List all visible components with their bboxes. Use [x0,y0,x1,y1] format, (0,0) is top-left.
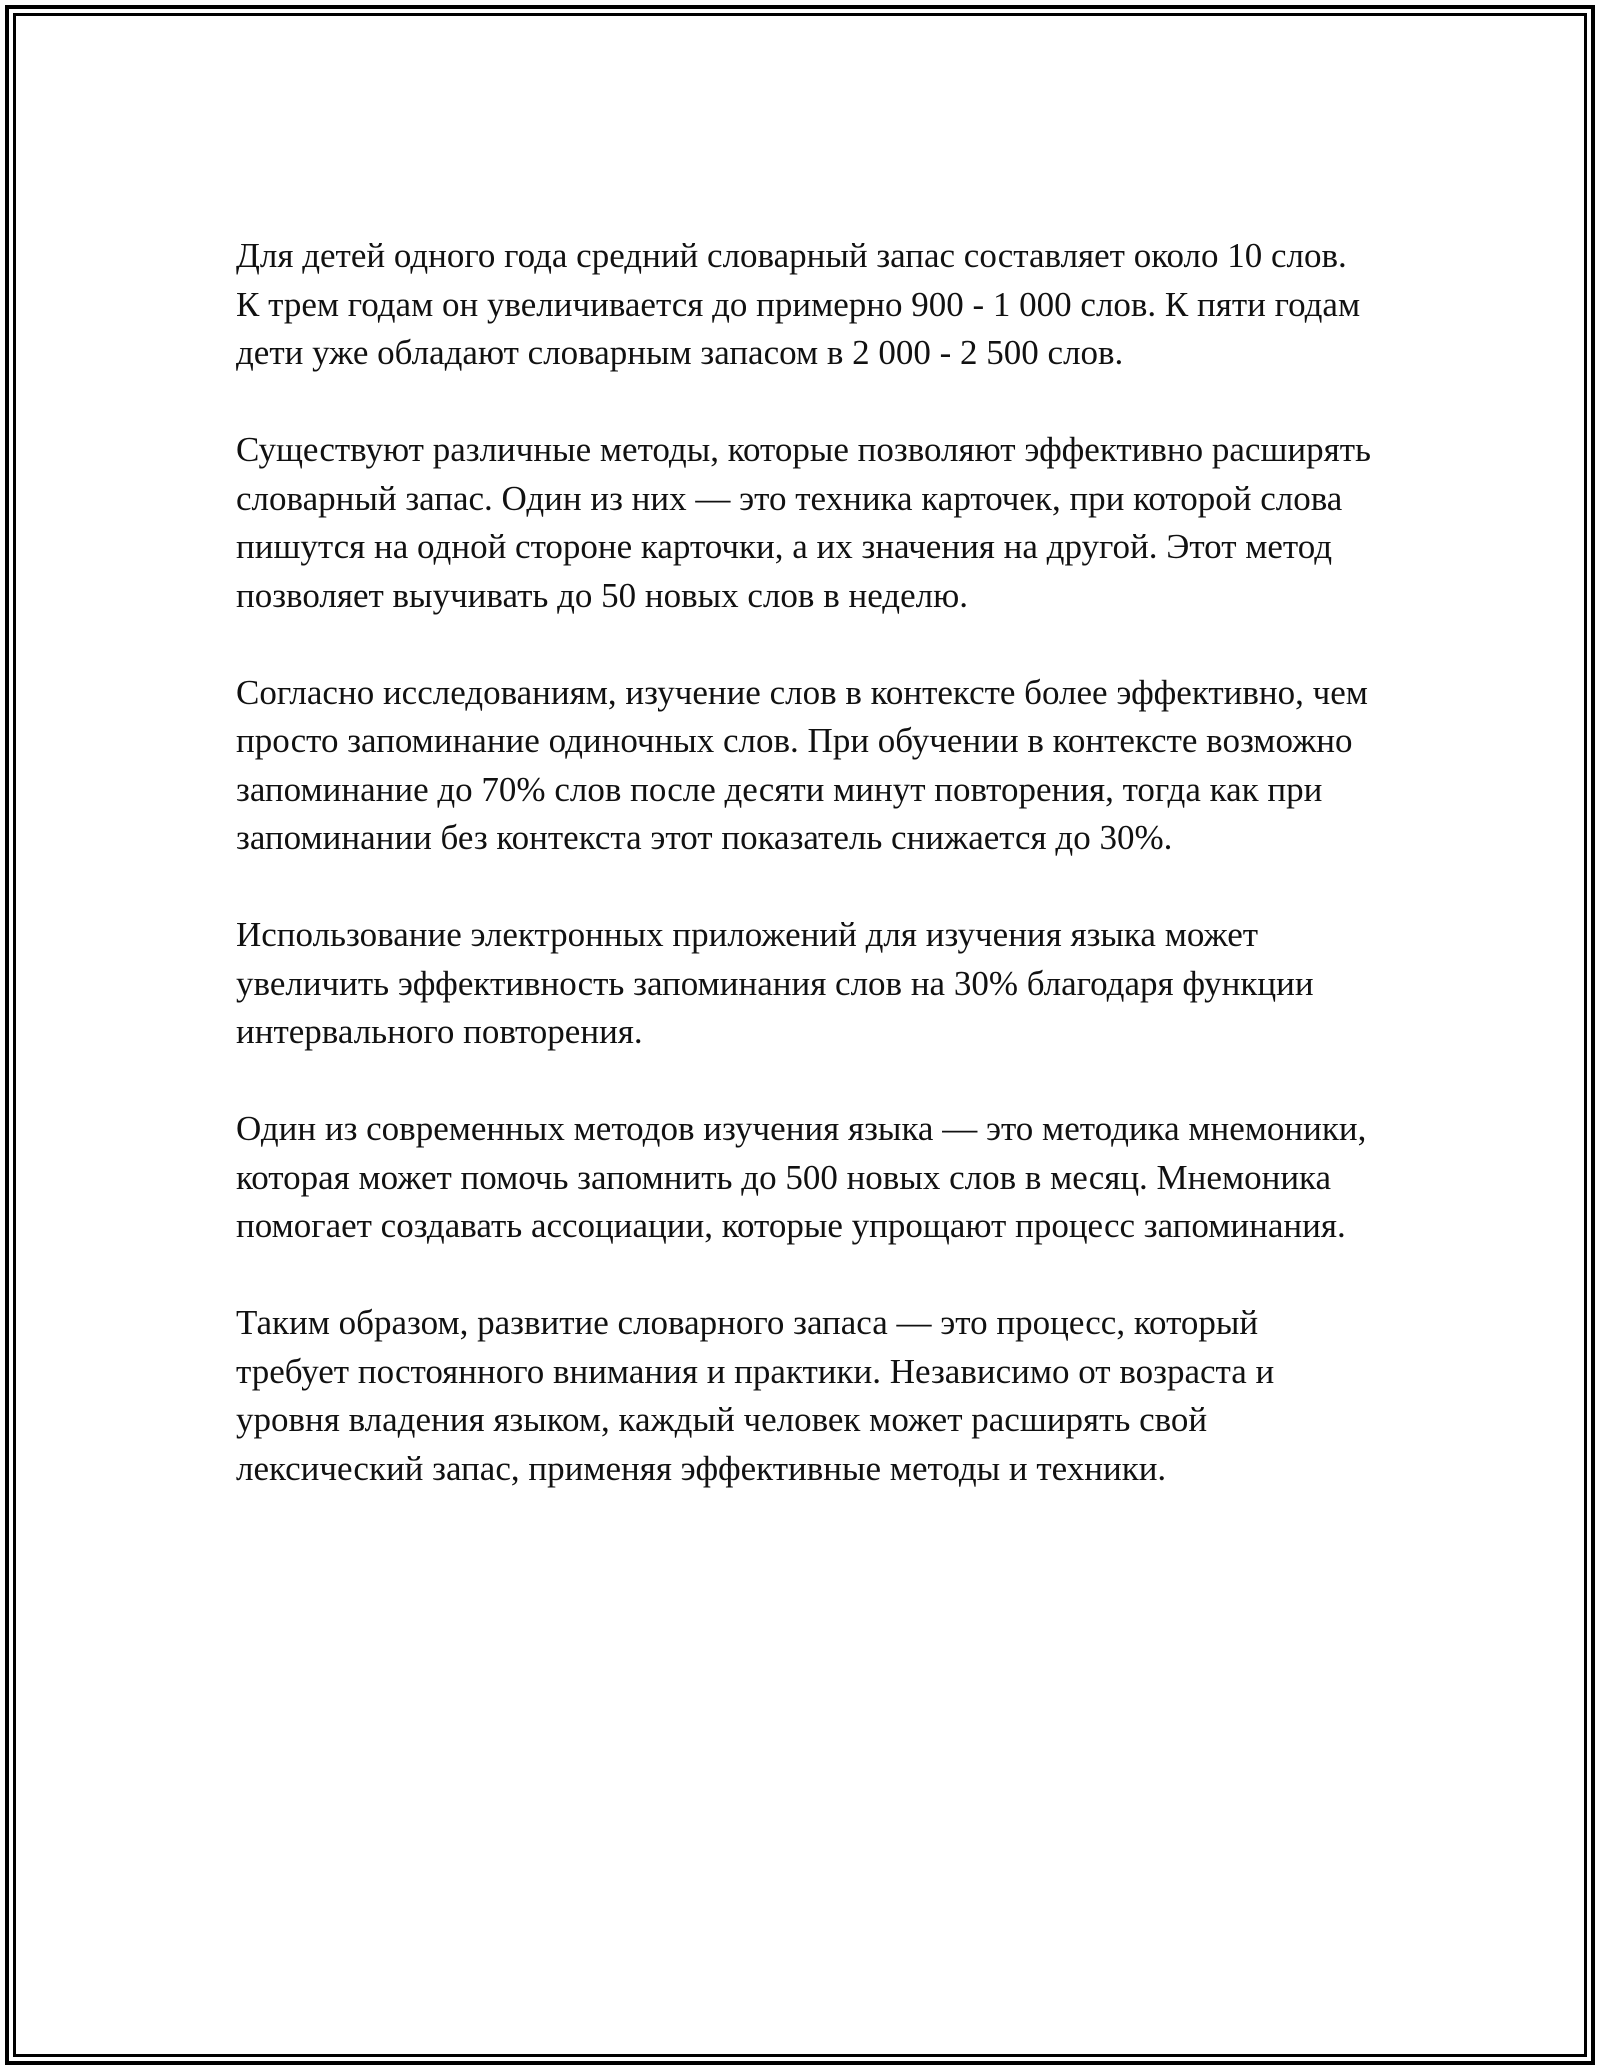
paragraph-mnemonics: Один из современных методов изучения языка — это методика мнемоники, которая может помочь запомнить до 500 новых слов в месяц. Мнемоника помогает создавать ассоциации, которые упрощают процесс запоминания. [236,1109,1367,1245]
paragraph-vocabulary-by-age: Для детей одного года средний словарный запас составляет около 10 слов. К трем годам он увеличивается до примерно 900 - 1 000 слов. К пяти годам дети уже обладают словарным запасом в 2 000 - 2 500 слов. [236,236,1361,372]
paragraph-language-apps: Использование электронных приложений для изучения языка может увеличить эффективность запоминания слов на 30% благодаря функции интервального повторения. [236,915,1314,1051]
paragraph-conclusion: Таким образом, развитие словарного запаса — это процесс, который требует постоянного внимания и практики. Независимо от возраста и уровня владения языком, каждый человек может расширять свой лексический запас, применяя эффективные методы и техники. [236,1303,1275,1488]
document-body [236,232,1376,1542]
paragraph-flashcard-method: Существуют различные методы, которые позволяют эффективно расширять словарный запас. Один из них — это техника карточек, при которой слова пишутся на одной стороне карточки, а их значения на другой. Этот метод позволяет выучивать до 50 новых слов в неделю. [236,430,1372,615]
paragraph-context-learning: Согласно исследованиям, изучение слов в контексте более эффективно, чем просто запоминание одиночных слов. При обучении в контексте возможно запоминание до 70% слов после десяти минут повторения, тогда как при запоминании без контекста этот показатель снижается до 30%. [236,672,1368,857]
